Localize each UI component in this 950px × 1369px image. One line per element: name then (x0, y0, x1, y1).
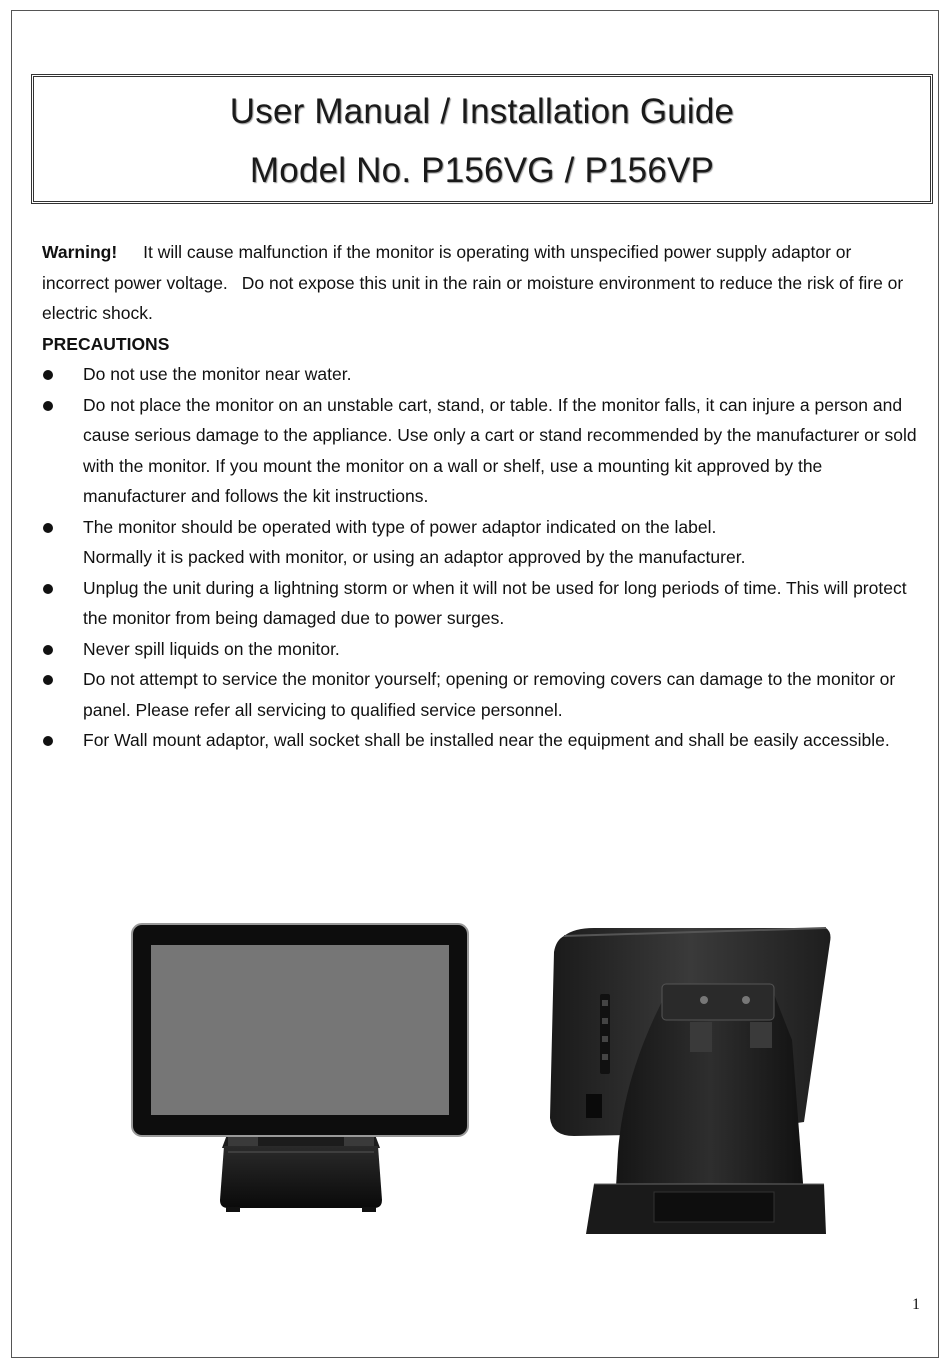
bullet-icon (43, 370, 53, 380)
warning-paragraph (42, 237, 922, 329)
list-item: For Wall mount adaptor, wall socket shall be installed near the equipment and shall be easily accessible. (42, 725, 922, 756)
model-number: Model No. P156VG / P156VP (249, 151, 715, 190)
list-item: The monitor should be operated with type of power adaptor indicated on the label. Normally it is packed with monitor, or using an adaptor approved by the manufacturer. (42, 512, 922, 573)
list-item: Unplug the unit during a lightning storm or when it will not be used for long periods of time. This will protect the monitor from being damaged due to power surges. (42, 573, 922, 634)
bullet-icon (43, 523, 53, 533)
page-number: 1 (912, 1296, 920, 1313)
list-item: Do not place the monitor on an unstable cart, stand, or table. If the monitor falls, it can injure a person and cause serious damage to the appliance. Use only a cart or stand recommended by the manufacturer or sold with the monitor. If you mount the monitor on a wall or shelf, use a mounting kit approved by the manufacturer and follows the kit instructions. (42, 390, 922, 512)
manual-title: User Manual / Installation Guide (229, 92, 735, 131)
warning-label: Warning! (42, 242, 118, 262)
warning-text-2: Do not expose this unit in the rain or moisture environment to reduce the risk of fire or electric shock. (42, 272, 904, 323)
monitor-front-image (128, 920, 472, 1216)
bullet-icon (43, 736, 53, 746)
warning-text-1: It will cause malfunction if the monitor is operating with unspecified power supply adaptor or incorrect power voltage. (42, 242, 852, 293)
body-text (42, 237, 922, 756)
list-item: Never spill liquids on the monitor. (42, 634, 922, 665)
bullet-icon (43, 584, 53, 594)
title-box (31, 74, 933, 204)
bullet-icon (43, 675, 53, 685)
bullet-icon (43, 401, 53, 411)
monitor-rear-image (534, 922, 834, 1240)
bullet-icon (43, 645, 53, 655)
precautions-list (42, 359, 922, 756)
precautions-heading: PRECAUTIONS (42, 333, 170, 354)
list-item: Do not attempt to service the monitor yourself; opening or removing covers can damage to the monitor or panel. Please refer all servicing to qualified service personnel. (42, 664, 922, 725)
list-item: Do not use the monitor near water. (42, 359, 922, 390)
